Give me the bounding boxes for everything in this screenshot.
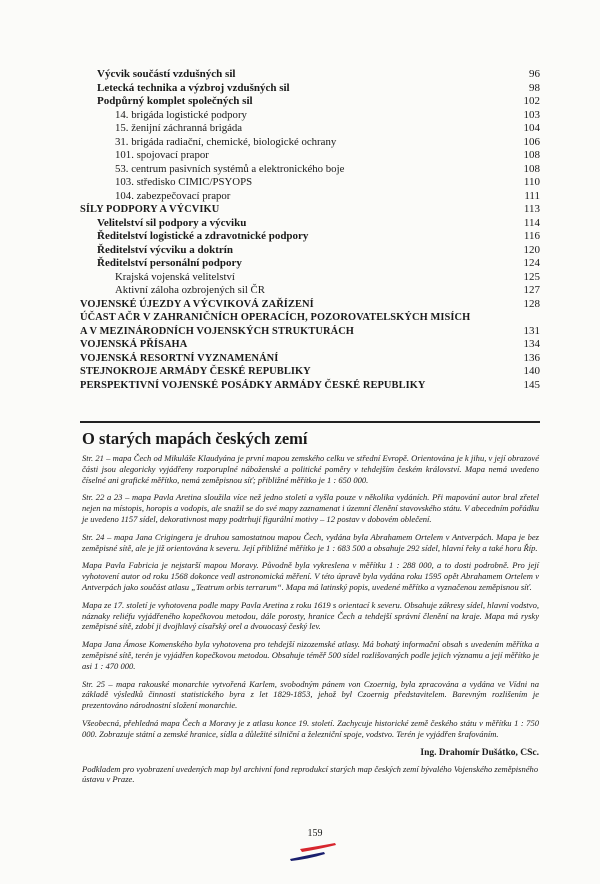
paragraph: Mapa Pavla Fabricia je nejstarší mapou Moravy. Původně byla vykreslena v měřítku 1 : 288 000, a to dosti podrobně. Pro její vyhotovení autor od roku 1568 dokonce vedl astronomická měření. V této úpravě byla vydána roku 1595 opět Abrahamem Ortelem v Antverpách jako součást atlasu „Teatrum orbis terrarum“. Mapa má latinský popis, uvedené měřítko a vyznačenou zeměpisnou síť. bbox=[82, 560, 539, 592]
toc-entry bbox=[80, 176, 540, 190]
table-of-contents bbox=[80, 68, 540, 392]
toc-entry bbox=[80, 82, 540, 96]
toc-entry-page: 120 bbox=[523, 243, 540, 256]
flag-swoosh-icon bbox=[284, 841, 344, 863]
toc-entry bbox=[80, 244, 540, 258]
author-signature: Ing. Drahomír Dušátko, CSc. bbox=[420, 747, 539, 758]
toc-entry-page: 145 bbox=[523, 378, 540, 391]
toc-entry bbox=[80, 203, 540, 217]
toc-entry-page: 114 bbox=[523, 216, 540, 229]
paragraph: Mapa ze 17. století je vyhotovena podle mapy Pavla Aretina z roku 1619 s orientací k severu. Obsahuje zákresy sídel, hlavní vodstvo, náznaky reliéfu vyjádřeného kopečkovou metodou, dále porosty, hranice Čech a tehdejší správní členění na kraje. Mapa má rysky zeměpisné sítě, zdobí ji dvojhlavý císařský orel a dvouocasý český lev. bbox=[82, 599, 539, 632]
toc-entry bbox=[80, 109, 540, 123]
toc-entry-page: 125 bbox=[523, 270, 540, 283]
toc-entry-page: 103 bbox=[523, 108, 540, 121]
toc-entry-title: VOJENSKÁ RESORTNÍ VYZNAMENÁNÍ bbox=[80, 352, 279, 364]
toc-entry-title: 31. brigáda radiační, chemické, biologické ochrany bbox=[115, 135, 337, 148]
toc-entry-title: 104. zabezpečovací prapor bbox=[115, 189, 231, 202]
toc-entry bbox=[80, 122, 540, 136]
toc-entry-page: 98 bbox=[529, 81, 540, 94]
toc-entry-page: 111 bbox=[524, 189, 540, 202]
page-number: 159 bbox=[307, 828, 323, 839]
toc-entry bbox=[80, 338, 540, 352]
toc-entry-page: 124 bbox=[523, 257, 540, 269]
toc-entry bbox=[80, 68, 540, 82]
paragraph: Str. 21 – mapa Čech od Mikuláše Klaudyána je první mapou zemského celku ve střední Evropě. Orientována je k jihu, v její obrazové části jsou alegoricky vyjádřeny rozporuplné náboženské a politické poměry v tehdejším českém království. Mapa nemá uvedeno číselné ani grafické měřítko, nemá zeměpisnou síť; přibližné měřítko je 1 : 650 000. bbox=[82, 453, 539, 485]
toc-entry-title: PERSPEKTIVNÍ VOJENSKÉ POSÁDKY ARMÁDY ČESKÉ REPUBLIKY bbox=[80, 379, 426, 391]
toc-entry-title: SÍLY PODPORY A VÝCVIKU bbox=[80, 204, 220, 215]
toc-entry bbox=[80, 311, 540, 325]
toc-entry-page: 116 bbox=[523, 230, 540, 242]
toc-entry-title: ÚČAST AČR V ZAHRANIČNÍCH OPERACÍCH, POZOROVATELSKÝCH MISÍCH bbox=[80, 312, 471, 323]
toc-entry-page: 110 bbox=[523, 176, 540, 188]
toc-entry-page: 96 bbox=[529, 68, 540, 80]
toc-entry bbox=[80, 352, 540, 366]
toc-entry bbox=[80, 217, 540, 231]
footnote: Podkladem pro vyobrazení uvedených map byl archivní fond reprodukcí starých map českých zemí bývalého Vojenského zeměpisného ústavu v Praze. bbox=[82, 763, 539, 785]
toc-entry-title: Výcvik součástí vzdušných sil bbox=[97, 68, 236, 80]
toc-entry-title: Ředitelství personální podpory bbox=[97, 257, 242, 269]
toc-entry bbox=[80, 284, 540, 298]
toc-entry bbox=[80, 298, 540, 312]
toc-entry-title: 15. ženijní záchranná brigáda bbox=[115, 122, 243, 134]
paragraph: Všeobecná, přehledná mapa Čech a Moravy je z atlasu konce 19. století. Zachycuje historické země českého státu v měřítku 1 : 750 000. Zobrazuje státní a zemské hranice, sídla a důležité silniční a železniční spoje, vodstvo. Terén je vyjádřen šrafováním. bbox=[82, 717, 539, 739]
toc-entry-title: STEJNOKROJE ARMÁDY ČESKÉ REPUBLIKY bbox=[80, 366, 311, 377]
toc-entry bbox=[80, 365, 540, 379]
article-body bbox=[82, 453, 539, 785]
paragraph: Str. 24 – mapa Jana Crigingera je druhou samostatnou mapou Čech, vydána byla Abrahamem Ortelem v Antverpách. Mapa je bez zeměpisné sítě, ale je již orientována k severu. Její přibližné měřítko je 1 : 683 500 a obsahuje 292 sídel, hlavní řeky a také horu Říp. bbox=[82, 531, 539, 553]
toc-entry-title: 14. brigáda logistické podpory bbox=[115, 108, 247, 121]
toc-entry-title: Ředitelství logistické a zdravotnické podpory bbox=[97, 230, 309, 242]
toc-entry-page: 113 bbox=[523, 203, 540, 215]
toc-entry-page: 140 bbox=[523, 365, 540, 377]
toc-entry-title: 103. středisko CIMIC/PSYOPS bbox=[115, 176, 253, 188]
paragraph: Str. 22 a 23 – mapa Pavla Aretina sloužila více než jedno století a vyšla pouze v několika vydáních. Při mapování autor bral zřetel nejen na místopis, horopis a vodopis, ale snažil se do své mapy zaznamenat i územní členění stavovského státu. V abecedním pořádku je uvedeno 1157 sídel, dekorativnost mapy podtrhují figurální motivy – 12 postav v dobovém oblečení. bbox=[82, 492, 539, 524]
toc-entry-title: 101. spojovací prapor bbox=[115, 149, 209, 161]
toc-entry bbox=[80, 325, 540, 339]
toc-entry bbox=[80, 379, 540, 393]
toc-entry bbox=[80, 230, 540, 244]
toc-entry bbox=[80, 95, 540, 109]
toc-entry-title: Ředitelství výcviku a doktrín bbox=[97, 243, 233, 256]
toc-entry bbox=[80, 190, 540, 204]
toc-entry-title: Krajská vojenská velitelství bbox=[115, 270, 235, 283]
paragraph: Str. 25 – mapa rakouské monarchie vytvořená Karlem, svobodným pánem von Czoernig, byla zpracována a vydána ve Vídni na základě výsledků činnosti statistického byra z let 1829-1853, jehož byl Czoernig představitelem. Barevným rozlišením je prezentováno národnostní složení monarchie. bbox=[82, 678, 539, 711]
toc-entry-title: Aktivní záloha ozbrojených sil ČR bbox=[115, 284, 265, 296]
toc-entry bbox=[80, 163, 540, 177]
article-heading: O starých mapách českých zemí bbox=[82, 429, 308, 448]
toc-entry-page: 131 bbox=[523, 324, 540, 337]
toc-entry bbox=[80, 136, 540, 150]
toc-entry-title: VOJENSKÁ PŘÍSAHA bbox=[80, 339, 188, 350]
toc-entry bbox=[80, 149, 540, 163]
toc-entry-page: 108 bbox=[523, 162, 540, 175]
toc-entry-title: A V MEZINÁRODNÍCH VOJENSKÝCH STRUKTURÁCH bbox=[80, 325, 354, 337]
toc-entry bbox=[80, 257, 540, 271]
toc-entry-page: 128 bbox=[523, 297, 540, 310]
toc-entry-page: 102 bbox=[523, 95, 540, 107]
toc-entry-page: 134 bbox=[523, 338, 540, 350]
toc-entry-page: 106 bbox=[523, 135, 540, 148]
toc-entry-title: Letecká technika a výzbroj vzdušných sil bbox=[97, 81, 290, 94]
toc-entry-page: 104 bbox=[523, 122, 540, 134]
toc-entry-title: VOJENSKÉ ÚJEZDY A VÝCVIKOVÁ ZAŘÍZENÍ bbox=[80, 298, 314, 310]
toc-entry-title: Podpůrný komplet společných sil bbox=[97, 95, 253, 107]
toc-entry bbox=[80, 271, 540, 285]
toc-entry-page: 127 bbox=[523, 284, 540, 296]
paragraph: Mapa Jana Ámose Komenského byla vyhotovena pro tehdejší nizozemské atlasy. Má bohatý informační obsah s uvedením měřítka a zeměpisné sítě, terén je vyjádřen kopečkovou metodou. Obsahuje téměř 500 sídel rozlišovaných podle jejich významu a její měřítko je asi 1 : 470 000. bbox=[82, 639, 539, 671]
toc-entry-title: Velitelství sil podpory a výcviku bbox=[97, 216, 247, 229]
toc-entry-title: 53. centrum pasivních systémů a elektronického boje bbox=[115, 162, 345, 175]
toc-entry-page: 108 bbox=[523, 149, 540, 161]
section-divider bbox=[80, 421, 540, 423]
toc-entry-page: 136 bbox=[523, 351, 540, 364]
